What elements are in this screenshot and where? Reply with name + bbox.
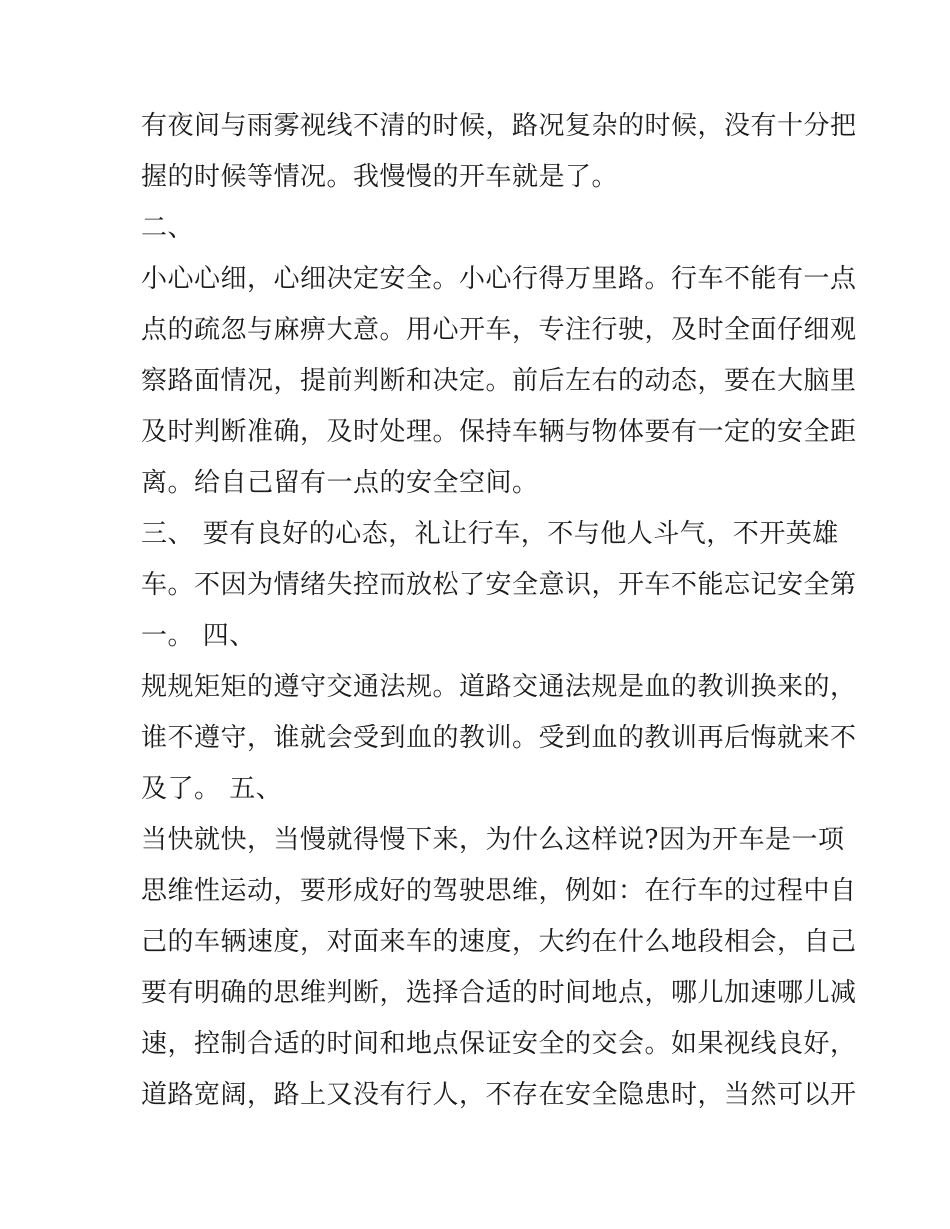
text-line: 思维性运动，要形成好的驾驶思维，例如：在行车的过程中自 <box>141 876 857 906</box>
text-line: 速，控制合适的时间和地点保证安全的交会。如果视线良好， <box>141 1029 857 1059</box>
text-line: 及了。 五、 <box>141 774 283 804</box>
text-line: 己的车辆速度，对面来车的速度，大约在什么地段相会，自己 <box>141 927 857 957</box>
text-line: 小心心细，心细决定安全。小心行得万里路。行车不能有一点 <box>141 264 857 294</box>
text-line: 要有明确的思维判断，选择合适的时间地点，哪儿加速哪儿减 <box>141 978 857 1008</box>
text-line: 三、 要有良好的心态，礼让行车，不与他人斗气，不开英雄 <box>141 519 839 549</box>
text-line: 谁不遵守，谁就会受到血的教训。受到血的教训再后悔就来不 <box>141 723 857 753</box>
section-heading: 二、 <box>141 213 195 243</box>
text-line: 当快就快，当慢就得慢下来，为什么这样说?因为开车是一项 <box>141 825 845 855</box>
text-line: 车。不因为情绪失控而放松了安全意识，开车不能忘记安全第 <box>141 570 857 600</box>
text-line: 点的疏忽与麻痹大意。用心开车，专注行驶，及时全面仔细观 <box>141 315 857 345</box>
text-line: 规规矩矩的遵守交通法规。道路交通法规是血的教训换来的， <box>141 672 857 702</box>
text-line: 察路面情况，提前判断和决定。前后左右的动态，要在大脑里 <box>141 366 857 396</box>
text-line: 道路宽阔，路上又没有行人，不存在安全隐患时，当然可以开 <box>141 1080 857 1110</box>
text-line: 握的时候等情况。我慢慢的开车就是了。 <box>141 162 619 192</box>
text-line: 离。给自己留有一点的安全空间。 <box>141 468 539 498</box>
text-line: 及时判断准确，及时处理。保持车辆与物体要有一定的安全距 <box>141 417 857 447</box>
text-line: 一。 四、 <box>141 621 256 651</box>
text-line: 有夜间与雨雾视线不清的时候，路况复杂的时候，没有十分把 <box>141 111 857 141</box>
